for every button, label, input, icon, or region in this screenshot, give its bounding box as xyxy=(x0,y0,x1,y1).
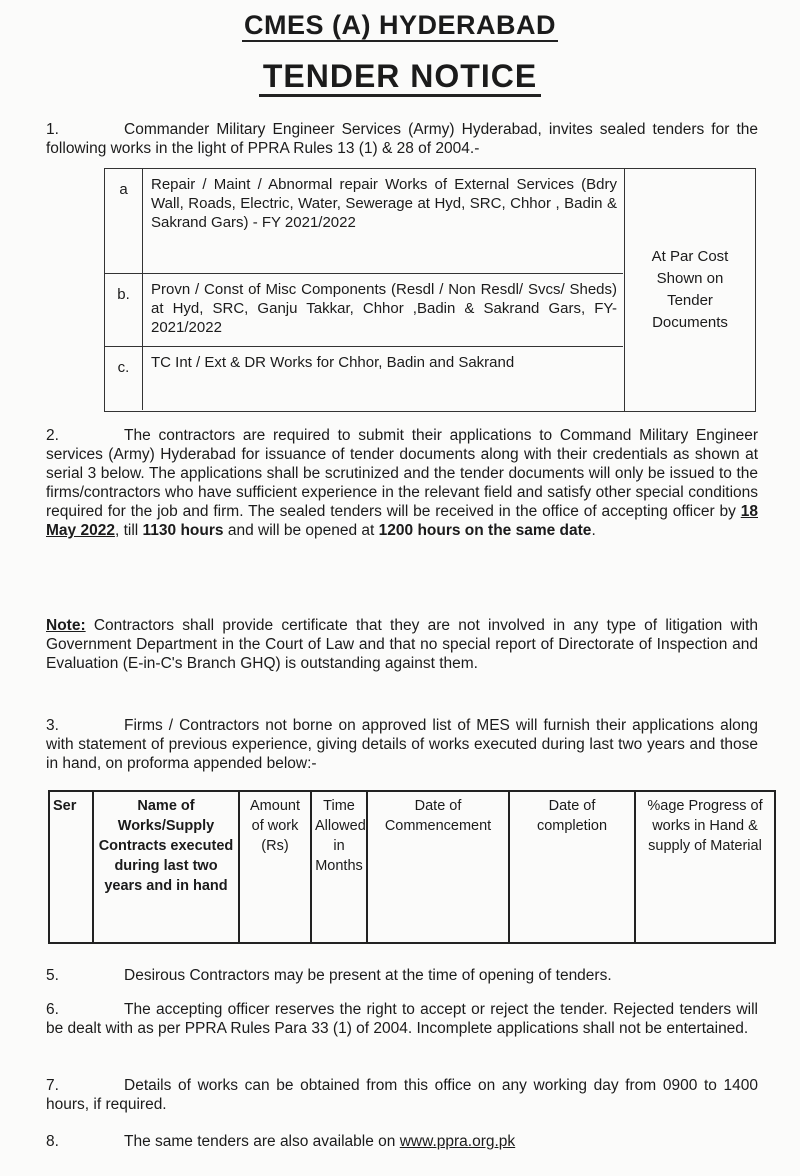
paragraph-number: 2. xyxy=(46,427,59,444)
paragraph-text-mid: and will be opened at xyxy=(227,522,375,539)
works-row-letter: a xyxy=(105,169,143,273)
paragraph-text: Details of works can be obtained from this office on any working day from 0900 to 1400 hours, if required. xyxy=(46,1077,758,1113)
office-heading: CMES (A) HYDERABAD xyxy=(244,10,556,40)
works-row xyxy=(105,347,623,410)
proforma-header-works: Name of Works/Supply Contracts executed during last two years and in hand xyxy=(93,791,239,943)
works-row-letter: c. xyxy=(105,347,143,410)
works-row-description: Repair / Maint / Abnormal repair Works of External Services (Bdry Wall, Roads, Electric, Water, Sewerage at Hyd, SRC, Chhor , Badin & Sakrand Gars) - FY 2021/2022 xyxy=(151,176,617,231)
paragraph-text: Commander Military Engineer Services (Army) Hyderabad, invites sealed tenders for the following works in the light of PPRA Rules 13 (1) & 28 of 2004.- xyxy=(46,121,758,157)
paragraph-number: 6. xyxy=(46,1001,59,1018)
note-label: Note: xyxy=(46,617,86,634)
works-row xyxy=(105,169,623,274)
note-paragraph xyxy=(46,616,758,673)
cost-cell: At Par Cost Shown on Tender Documents xyxy=(624,169,755,411)
opening-time: 1200 hours on the same date xyxy=(378,522,592,539)
proforma-header-ser: Ser xyxy=(49,791,93,943)
paragraph-6 xyxy=(46,1000,758,1038)
paragraph-1 xyxy=(46,120,758,158)
proforma-header-row xyxy=(49,791,775,943)
note-text: Contractors shall provide certificate that they are not involved in any type of litigation with Government Department in the Court of Law and that no special report of Directorate of Inspection and Evaluation (E-in-C's Branch GHQ) is outstanding against them. xyxy=(46,617,759,672)
proforma-header-commencement: Date of Commencement xyxy=(367,791,509,943)
paragraph-text: The contractors are required to submit their applications to Command Military Engineer services (Army) Hyderabad for issuance of tender documents along with their credentials as shown at serial 3 below. The applications shall be scrutinized and the tender documents will only be issued to the firms/contractors who have sufficient experience in the relevant field and satisfy other special conditions required for the job and firm. The sealed tenders will be received in the office of accepting officer by xyxy=(46,427,758,520)
proforma-header-progress: %age Progress of works in Hand & supply of Material xyxy=(635,791,775,943)
ppra-website-link[interactable]: www.ppra.org.pk xyxy=(399,1133,516,1150)
paragraph-text-mid: , till xyxy=(114,522,139,539)
paragraph-5 xyxy=(46,966,758,985)
paragraph-number: 1. xyxy=(46,121,59,138)
proforma-header-time: Time Allowed in Months xyxy=(311,791,367,943)
paragraph-7 xyxy=(46,1076,758,1114)
paragraph-2 xyxy=(46,426,758,540)
paragraph-number: 7. xyxy=(46,1077,59,1094)
paragraph-text: Desirous Contractors may be present at the time of opening of tenders. xyxy=(124,967,612,984)
submission-date: 18 May 2022 xyxy=(46,503,758,539)
paragraph-text: The accepting officer reserves the right to accept or reject the tender. Rejected tenders will be dealt with as per PPRA Rules Para 33 (1) of 2004. Incomplete applications shall not be entertained. xyxy=(46,1001,758,1037)
page-title: TENDER NOTICE xyxy=(0,58,800,95)
paragraph-text: The same tenders are also available on xyxy=(124,1133,396,1150)
paragraph-8 xyxy=(46,1132,758,1151)
works-table xyxy=(104,168,756,412)
proforma-table xyxy=(48,790,776,944)
paragraph-number: 3. xyxy=(46,717,59,734)
submission-time: 1130 hours xyxy=(142,522,224,539)
paragraph-3 xyxy=(46,716,758,773)
works-row-description: TC Int / Ext & DR Works for Chhor, Badin and Sakrand xyxy=(151,354,515,371)
paragraph-number: 5. xyxy=(46,967,59,984)
works-row xyxy=(105,274,623,347)
paragraph-text: Firms / Contractors not borne on approved list of MES will furnish their applications along with statement of previous experience, giving details of works executed during last two years and those in hand, on proforma appended below:- xyxy=(46,717,758,772)
proforma-header-completion: Date of completion xyxy=(509,791,635,943)
paragraph-text-end: . xyxy=(591,522,596,539)
paragraph-number: 8. xyxy=(46,1133,59,1150)
works-row-letter: b. xyxy=(105,274,143,346)
proforma-header-amount: Amount of work (Rs) xyxy=(239,791,311,943)
works-row-description: Provn / Const of Misc Components (Resdl / Non Resdl/ Svcs/ Sheds) at Hyd, SRC, Ganju Takkar, Chhor ,Badin & Sakrand Gars, FY-2021/2022 xyxy=(151,281,617,336)
